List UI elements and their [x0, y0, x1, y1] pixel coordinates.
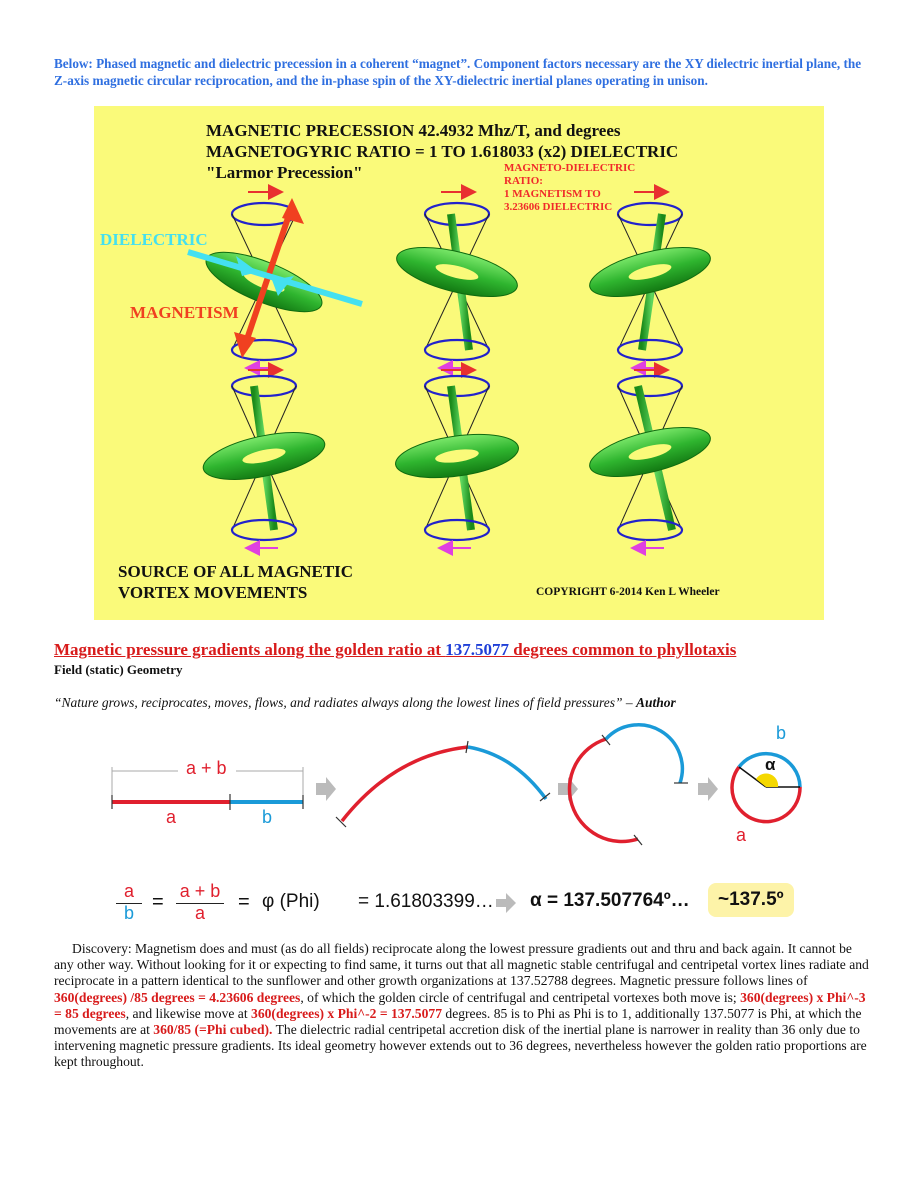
formula-phi: φ (Phi): [262, 891, 320, 912]
copyright: COPYRIGHT 6-2014 Ken L Wheeler: [536, 586, 720, 598]
source-line2: VORTEX MOVEMENTS: [118, 583, 308, 602]
quote-author: Author: [636, 695, 676, 710]
label-a: a: [166, 807, 177, 827]
quote-text: “Nature grows, reciprocates, moves, flows, and radiates always along the lowest lines of field pressures” –: [54, 695, 633, 710]
figure-title-line2: MAGNETOGYRIC RATIO = 1 TO 1.618033 (x2) DIELECTRIC: [206, 142, 679, 161]
subheading: Field (static) Geometry: [54, 662, 183, 677]
ratio-line1: MAGNETO-DIELECTRIC: [504, 162, 636, 174]
formula-equals-2: =: [238, 891, 250, 913]
source-line1: SOURCE OF ALL MAGNETIC: [118, 562, 354, 581]
label-a-circle: a: [736, 825, 747, 845]
golden-ratio-diagram: [94, 715, 834, 930]
formula-value: = 1.61803399…: [358, 891, 494, 912]
arrow-icon: [496, 893, 516, 913]
arrow-icon: [316, 777, 336, 801]
dielectric-label: DIELECTRIC: [100, 230, 208, 249]
figure-title-line1: MAGNETIC PRECESSION 42.4932 Mhz/T, and degrees: [206, 121, 621, 140]
approx-value-badge: ~137.5º: [708, 883, 794, 917]
section-heading: [54, 640, 736, 660]
alpha-value: α = 137.507764º…: [530, 890, 690, 911]
formula-numerator-ab: a + b: [179, 881, 221, 901]
label-a-plus-b: a + b: [186, 758, 227, 778]
figure-title-line3: "Larmor Precession": [206, 163, 363, 182]
precession-unit-4: [199, 370, 329, 548]
discovery-paragraph: Discovery: Magnetism does and must (as do all fields) reciprocate along the lowest pressure gradients out and thru and back again. It cannot be any other way. Without looking for it or expecting to find same, it turns out that all magnetic stable centrifugal and centripetal vortex lines radiate and reciprocate in a pattern identical to the sunflower and other growth organizations at 137.52788 degrees. Magnetic pressure follows lines of 360(degrees) /85 degrees = 4.23606 degrees, of which the golden circle of centrifugal and centripetal vortexes both move is; 360(degrees) x Phi^-3 = 85 degrees, and likewise move at 360(degrees) x Phi^-2 = 137.5077 degrees. 85 is to Phi as Phi is to 1, additionally 137.5077 is Phi, at which the movements are at 360/85 (=Phi cubed). The dielectric radial centripetal accretion disk of the inertial plane is narrower in reality than 36 only due to intervening magnetic pressure gradients. Its ideal geometry however extends out to 36 degrees, nevertheless however the golden ratio proportions are kept throughout.: [54, 941, 869, 1070]
precession-figure: [94, 106, 824, 620]
precession-unit-2: [392, 192, 522, 368]
arrow-icon: [698, 777, 718, 801]
figure-caption: Below: Phased magnetic and dielectric precession in a coherent “magnet”. Component factors necessary are the XY dielectric inertial plane, the Z-axis magnetic circular reciprocation, and the in-phase spin of the XY-dielectric inertial planes operating in unison.: [54, 56, 862, 88]
formula-denominator-b: b: [123, 903, 134, 923]
quote: [54, 695, 676, 711]
precession-unit-3: [585, 192, 715, 368]
formula-denominator-a: a: [194, 903, 205, 923]
label-b-circle: b: [776, 723, 787, 743]
golden-formula: [112, 881, 832, 925]
magnetism-label: MAGNETISM: [130, 303, 239, 322]
ratio-line3: 1 MAGNETISM TO: [504, 188, 601, 200]
precession-unit-5: [393, 370, 521, 548]
ratio-line4: 3.23606 DIELECTRIC: [504, 201, 613, 213]
label-alpha: α: [765, 755, 776, 774]
precession-unit-6: [585, 370, 715, 548]
heading-text-after: degrees common to phyllotaxis: [509, 640, 737, 659]
label-b: b: [262, 807, 273, 827]
ratio-line2: RATIO:: [504, 175, 543, 187]
heading-number: 137.5077: [445, 640, 510, 659]
precession-drawing: [94, 106, 824, 620]
formula-numerator-a: a: [123, 881, 134, 901]
formula-equals-1: =: [152, 891, 164, 913]
heading-text-before: Magnetic pressure gradients along the golden ratio at: [54, 640, 446, 659]
